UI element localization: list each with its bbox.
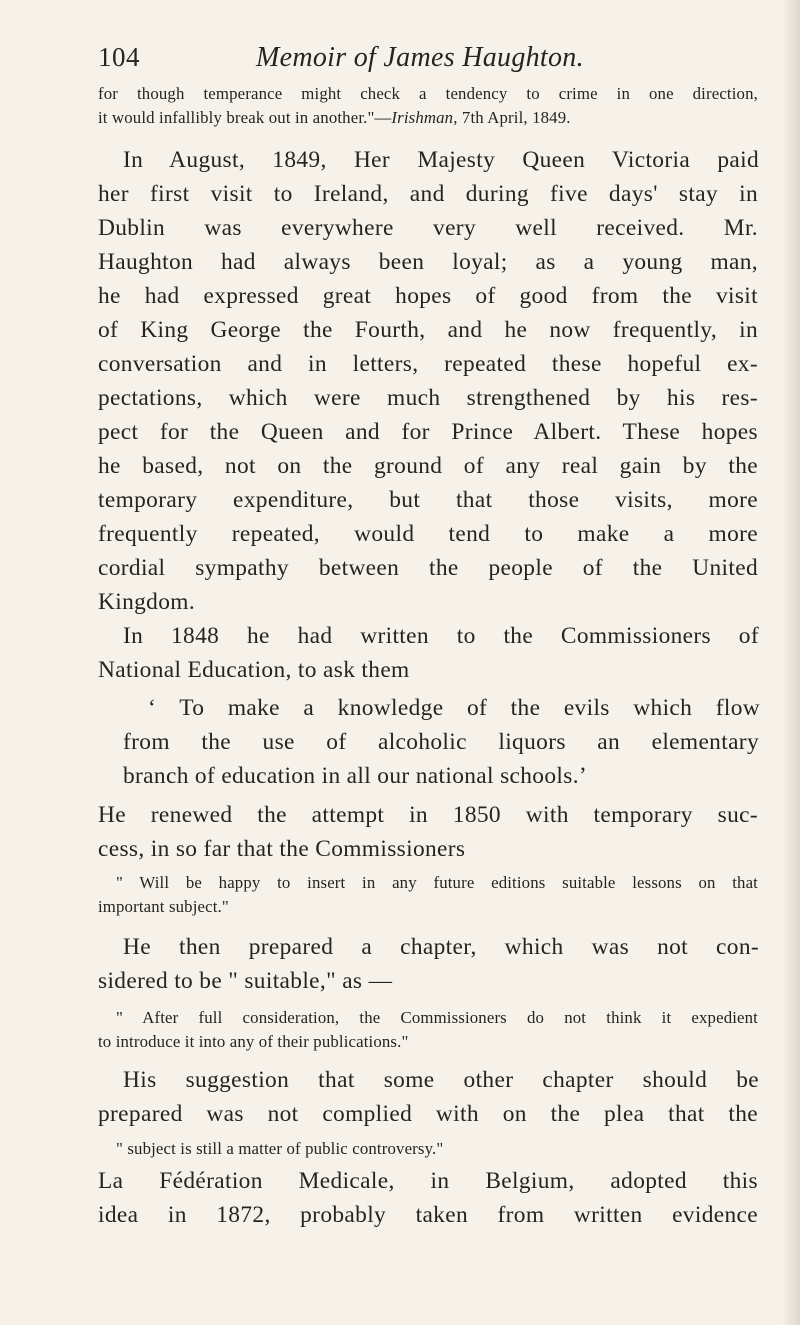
quoted-request-line-2: from the use of alcoholic liquors an elementary — [123, 729, 759, 755]
quote-line-1: for though temperance might check a tendency to crime in one direction, — [98, 84, 758, 103]
paragraph-line-14: Kingdom. — [98, 589, 196, 615]
small-quote-3: " subject is still a matter of public controversy." — [116, 1139, 444, 1158]
paragraph-line-3: Dublin was everywhere very well received. Mr. — [98, 215, 758, 241]
small-quote-1-line-1: " Will be happy to insert in any future editions suitable lessons on that — [116, 873, 758, 892]
paragraph-line-13: cordial sympathy between the people of the United — [98, 555, 758, 581]
quote-line-2-text: it would infallibly break out in another."— — [98, 108, 392, 127]
paragraph-line-4: Haughton had always been loyal; as a young man, — [98, 249, 758, 275]
page-edge-shadow — [782, 0, 800, 1325]
paragraph-line-19: He then prepared a chapter, which was not con- — [123, 934, 759, 960]
paragraph-line-6: of King George the Fourth, and he now frequently, in — [98, 317, 758, 343]
paragraph-line-24: idea in 1872, probably taken from written evidence — [98, 1202, 758, 1228]
paragraph-line-10: he based, not on the ground of any real gain by the — [98, 453, 758, 479]
source-date: 7th April, 1849. — [457, 108, 571, 127]
paragraph-line-20: sidered to be " suitable," as — — [98, 968, 393, 994]
paragraph-line-16: National Education, to ask them — [98, 657, 410, 683]
paragraph-line-23: La Fédération Medicale, in Belgium, adopted this — [98, 1168, 758, 1194]
paragraph-line-15: In 1848 he had written to the Commissioners of — [123, 623, 759, 649]
small-quote-2-line-2: to introduce it into any of their publications." — [98, 1032, 409, 1051]
page-number: 104 — [98, 42, 140, 72]
paragraph-line-12: frequently repeated, would tend to make a more — [98, 521, 758, 547]
quoted-request-line-3: branch of education in all our national schools.’ — [123, 763, 588, 789]
small-quote-1-line-2: important subject." — [98, 897, 229, 916]
paragraph-line-11: temporary expenditure, but that those visits, more — [98, 487, 758, 513]
paragraph-line-21: His suggestion that some other chapter should be — [123, 1067, 759, 1093]
source-name: Irishman, — [391, 108, 458, 127]
page-header — [98, 42, 758, 82]
small-quote-2-line-1: " After full consideration, the Commissioners do not think it expedient — [116, 1008, 758, 1027]
paragraph-line-7: conversation and in letters, repeated these hopeful ex- — [98, 351, 758, 377]
paragraph-line-8: pectations, which were much strengthened by his res- — [98, 385, 758, 411]
paragraph-line-2: her first visit to Ireland, and during five days' stay in — [98, 181, 758, 207]
paragraph-line-18: cess, in so far that the Commissioners — [98, 836, 466, 862]
quoted-request-line-1: ‘ To make a knowledge of the evils which flow — [148, 695, 760, 721]
quote-line-2 — [98, 108, 571, 128]
running-title: Memoir of James Haughton. — [256, 42, 584, 73]
paragraph-line-5: he had expressed great hopes of good from the visit — [98, 283, 758, 309]
paragraph-line-9: pect for the Queen and for Prince Albert. These hopes — [98, 419, 758, 445]
paragraph-line-1: In August, 1849, Her Majesty Queen Victoria paid — [123, 147, 759, 173]
paragraph-line-22: prepared was not complied with on the plea that the — [98, 1101, 758, 1127]
paragraph-line-17: He renewed the attempt in 1850 with temporary suc- — [98, 802, 758, 828]
